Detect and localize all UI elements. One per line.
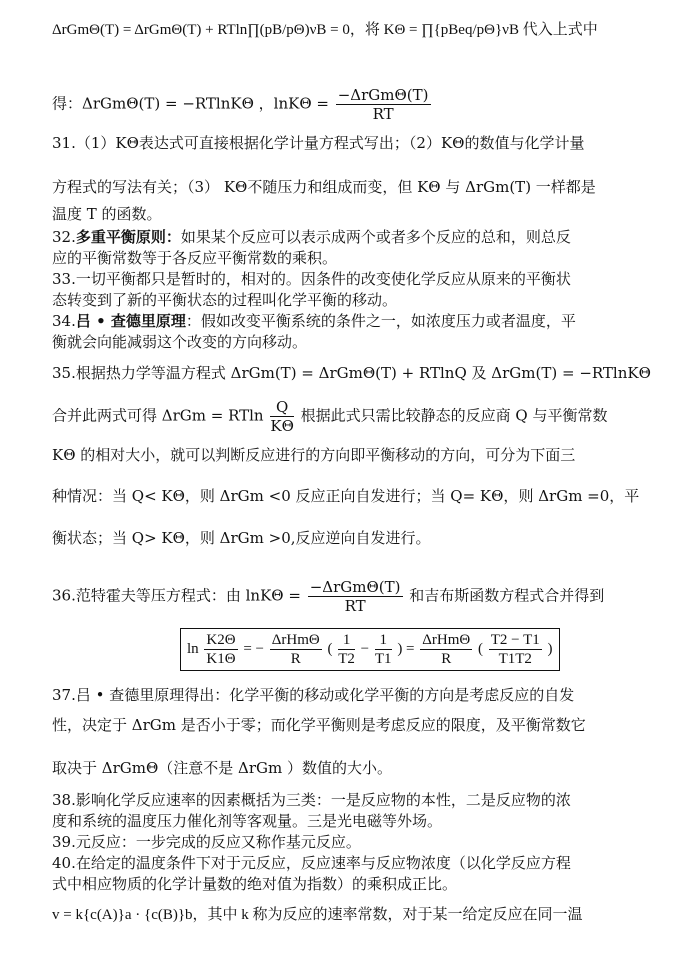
fraction-numerator: −ΔrGmΘ(T) xyxy=(337,86,429,104)
paragraph-line: 40.在给定的温度条件下对于元反应，反应速率与反应物浓度（以化学反应方程 xyxy=(52,854,571,872)
paragraph-line: KΘ 的相对大小，就可以判断反应进行的方向即平衡移动的方向，可分为下面三 xyxy=(52,446,576,464)
paren: ( xyxy=(478,640,484,657)
fraction-numerator: K2Θ xyxy=(206,632,236,648)
fraction-numerator: 1 xyxy=(375,631,392,650)
paragraph-line: 式中相应物质的化学计量数的绝对值为指数）的乘积成正比。 xyxy=(52,875,458,893)
text-segment: 和吉布斯函数方程式合并得到 xyxy=(409,586,605,605)
fraction-numerator: 1 xyxy=(338,631,355,650)
text-segment: 根据此式只需比较静态的反应商 Q 与平衡常数 xyxy=(300,406,608,425)
fraction xyxy=(270,398,294,435)
fraction-numerator: −ΔrGmΘ(T) xyxy=(309,578,401,596)
text-segment: 得：ΔrGmΘ(T) = −RTlnKΘ ，lnKΘ = xyxy=(52,94,329,113)
paragraph-line-with-fraction xyxy=(52,398,608,435)
paragraph-line: 温度 T 的函数。 xyxy=(52,205,162,223)
fraction xyxy=(420,631,472,668)
fraction-denominator: RT xyxy=(344,597,366,615)
equation-line-1 xyxy=(52,20,598,40)
paragraph-line: 38.影响化学反应速率的因素概括为三类：一是反应物的本性，二是反应物的浓 xyxy=(52,791,571,809)
fraction-denominator: T1 xyxy=(374,651,392,667)
fraction-numerator: ΔrHmΘ xyxy=(271,632,320,648)
fraction-denominator: RT xyxy=(372,105,394,123)
fraction-denominator: KΘ xyxy=(270,417,294,435)
paragraph-line: 39.元反应：一步完成的反应又称作基元反应。 xyxy=(52,833,361,851)
paragraph-line: 37.吕 • 查德里原理得出：化学平衡的移动或化学平衡的方向是考虑反应的自发 xyxy=(52,686,575,704)
paragraph-line: 方程式的写法有关；（3） KΘ不随压力和组成而变，但 KΘ 与 ΔrGm(T) 一样都是 xyxy=(52,178,596,196)
text-segment: ：假如改变平衡系统的条件之一，如浓度压力或者温度，平 xyxy=(185,312,576,330)
item-number: 32. xyxy=(52,228,76,246)
bold-term: 多重平衡原则： xyxy=(75,228,181,246)
paren: ( xyxy=(327,640,333,657)
bold-term: 吕 • 查德里原理 xyxy=(75,312,186,330)
paragraph-line: 度和系统的温度压力催化剂等客观量。三是光电磁等外场。 xyxy=(52,812,443,830)
paragraph-line: 性，决定于 ΔrGm 是否小于零；而化学平衡则是考虑反应的限度，及平衡常数它 xyxy=(52,716,586,734)
paragraph-line-34 xyxy=(52,311,576,331)
operator: − xyxy=(360,640,370,657)
paragraph-line: 态转变到了新的平衡状态的过程叫化学平衡的移动。 xyxy=(52,291,398,309)
paragraph-line-32 xyxy=(52,227,571,247)
vant-hoff-equation-box xyxy=(180,628,560,671)
fraction xyxy=(308,578,403,615)
paragraph-line: 33.一切平衡都只是暂时的，相对的。因条件的改变使化学反应从原来的平衡状 xyxy=(52,270,571,288)
text-segment: 如果某个反应可以表示成两个或者多个反应的总和，则总反 xyxy=(180,228,571,246)
operator: = − xyxy=(243,640,265,657)
fraction xyxy=(336,86,431,123)
fraction-denominator: T1T2 xyxy=(498,651,532,667)
fraction-numerator: ΔrHmΘ xyxy=(422,632,471,648)
text-segment: 36.范特霍夫等压方程式：由 lnKΘ = xyxy=(52,586,301,605)
equation-line-2 xyxy=(52,86,433,123)
paragraph-line: 35.根据热力学等温方程式 ΔrGm(T) = ΔrGmΘ(T) + RTlnQ 及 ΔrGm(T) = −RTlnKΘ xyxy=(52,364,651,382)
paragraph-line: 种情况：当 Q< KΘ，则 ΔrGm <0 反应正向自发进行；当 Q= KΘ，则 ΔrGm =0，平 xyxy=(52,487,640,505)
rate-equation-line: v = k{c(A)}a · {c(B)}b，其中 k 称为反应的速率常数，对于某一给定反应在同一温 xyxy=(52,907,583,923)
text-segment: 合并此两式可得 ΔrGm = RTln xyxy=(52,406,264,425)
paragraph-line-with-fraction xyxy=(52,578,604,615)
paragraph-line: 取决于 ΔrGmΘ（注意不是 ΔrGm ）数值的大小。 xyxy=(52,759,393,777)
text-segment: ，将 KΘ = ∏{pBeq/pΘ}νB 代入上式中 xyxy=(349,22,598,38)
fraction-numerator: T2 − T1 xyxy=(490,632,540,648)
fraction xyxy=(489,631,542,668)
paragraph-line: 应的平衡常数等于各反应平衡常数的乘积。 xyxy=(52,249,338,267)
fraction-denominator: K1Θ xyxy=(206,651,236,667)
paren: ) xyxy=(547,640,553,657)
fraction xyxy=(375,631,392,668)
item-number: 34. xyxy=(52,312,76,330)
paragraph-line: 31.（1）KΘ表达式可直接根据化学计量方程式写出；（2）KΘ的数值与化学计量 xyxy=(52,134,585,152)
fraction-denominator: T2 xyxy=(338,651,355,667)
fraction xyxy=(270,631,322,668)
fraction-numerator: Q xyxy=(270,398,294,417)
equation-text: ΔrGmΘ(T) = ΔrGmΘ(T) + RTln∏(pB/pΘ)νB = 0 xyxy=(52,22,350,38)
fraction xyxy=(204,631,237,668)
fraction-denominator: R xyxy=(290,651,301,667)
paragraph-line: 衡就会向能减弱这个改变的方向移动。 xyxy=(52,333,308,351)
fraction xyxy=(338,631,355,668)
paren: ) = xyxy=(397,640,415,657)
ln-symbol: ln xyxy=(187,640,199,657)
paragraph-line: 衡状态；当 Q> KΘ，则 ΔrGm >0,反应逆向自发进行。 xyxy=(52,529,431,547)
fraction-denominator: R xyxy=(441,651,452,667)
